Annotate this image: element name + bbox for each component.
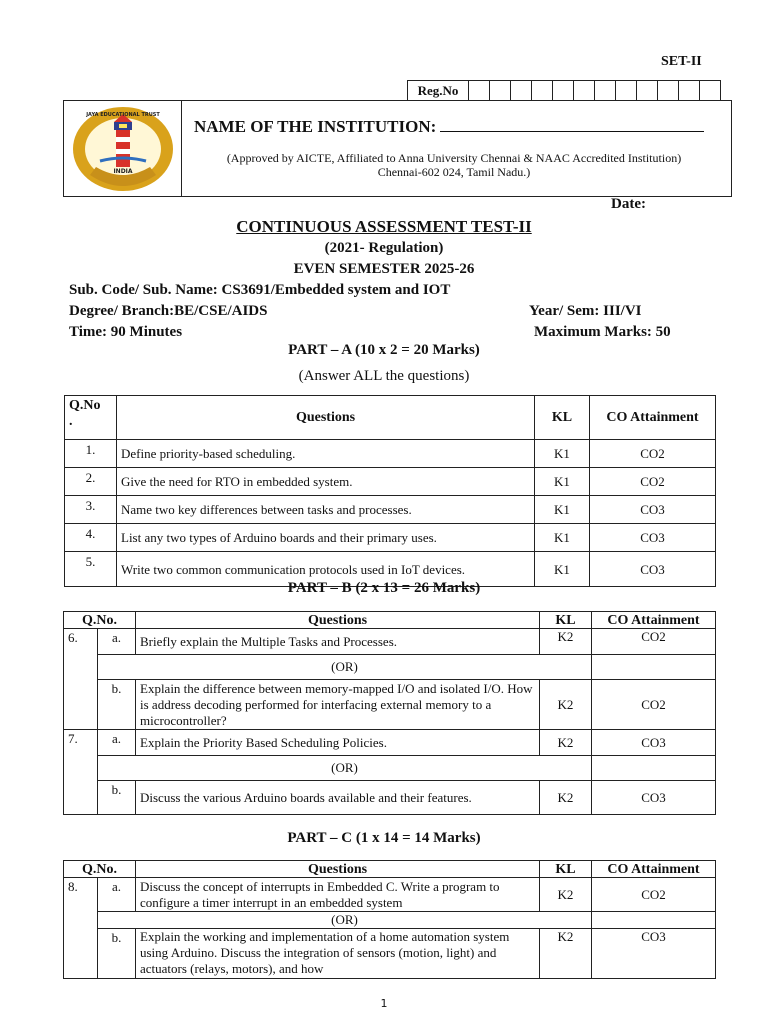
table-header-row	[64, 612, 716, 629]
regno-digit-box	[595, 80, 616, 101]
table-row	[64, 878, 716, 912]
institution-name	[194, 117, 704, 137]
part-a-instruction: (Answer ALL the questions)	[298, 368, 470, 384]
regno-digit-box	[469, 80, 490, 101]
question-text: List any two types of Arduino boards and their primary uses.	[117, 524, 535, 552]
table-row	[64, 781, 716, 815]
regno-digit-box	[658, 80, 679, 101]
co-attainment: CO2	[590, 468, 716, 496]
institution-name-blank	[440, 131, 704, 132]
approval-line-1: (Approved by AICTE, Affiliated to Anna University Chennai & NAAC Accredited Institution)	[226, 151, 682, 165]
question-text: Give the need for RTO in embedded system.	[117, 468, 535, 496]
sub-question-label: b.	[98, 781, 136, 815]
table-row	[64, 929, 716, 979]
institution-header	[63, 100, 732, 197]
empty-cell	[592, 756, 716, 781]
question-text: Name two key differences between tasks and processes.	[117, 496, 535, 524]
co-attainment: CO3	[592, 781, 716, 815]
exam-title: CONTINUOUS ASSESSMENT TEST-II	[236, 217, 532, 236]
or-label: (OR)	[98, 912, 592, 929]
approval-line-2: Chennai-602 024, Tamil Nadu.)	[377, 165, 531, 179]
regno-digit-box	[700, 80, 721, 101]
sub-question-label: b.	[98, 929, 136, 979]
empty-cell	[592, 655, 716, 680]
co-attainment: CO2	[592, 629, 716, 655]
knowledge-level: K1	[535, 524, 590, 552]
header-qno: Q.No.	[64, 612, 136, 629]
regno-digit-box	[637, 80, 658, 101]
date-label: Date:	[611, 196, 646, 212]
header-co: CO Attainment	[592, 612, 716, 629]
co-attainment: CO2	[590, 440, 716, 468]
header-kl: KL	[535, 396, 590, 440]
question-text: Write two common communication protocols used in IoT devices.	[117, 552, 535, 587]
part-c-table	[63, 860, 716, 979]
co-attainment: CO3	[592, 929, 716, 979]
co-attainment: CO3	[590, 496, 716, 524]
sub-question-label: a.	[98, 878, 136, 912]
question-number: 5.	[65, 552, 117, 587]
co-attainment: CO3	[590, 552, 716, 587]
co-attainment: CO2	[592, 878, 716, 912]
knowledge-level: K1	[535, 440, 590, 468]
set-label: SET-II	[661, 54, 702, 69]
knowledge-level: K2	[540, 929, 592, 979]
part-a-table	[64, 395, 716, 587]
exam-regulation: (2021- Regulation)	[324, 240, 444, 256]
question-text: Discuss the concept of interrupts in Embedded C. Write a program to configure a timer interrupt in an embedded system	[136, 878, 540, 912]
regno-digit-box	[490, 80, 511, 101]
table-row	[64, 629, 716, 655]
question-number: 1.	[65, 440, 117, 468]
institution-name-label: NAME OF THE INSTITUTION:	[194, 117, 437, 136]
regno-digit-box	[532, 80, 553, 101]
co-attainment: CO3	[590, 524, 716, 552]
logo-trust-name: JAYA EDUCATIONAL TRUST	[85, 111, 160, 118]
header-questions: Questions	[136, 861, 540, 878]
exam-semester: EVEN SEMESTER 2025-26	[293, 261, 475, 277]
table-row	[65, 468, 716, 496]
regno-digit-box	[616, 80, 637, 101]
header-co: CO Attainment	[592, 861, 716, 878]
part-a-title: PART – A (10 x 2 = 20 Marks)	[288, 342, 480, 358]
header-co: CO Attainment	[590, 396, 716, 440]
header-kl: KL	[540, 612, 592, 629]
co-attainment: CO3	[592, 730, 716, 756]
question-text: Explain the Priority Based Scheduling Policies.	[136, 730, 540, 756]
sub-question-label: a.	[98, 629, 136, 655]
question-number: 4.	[65, 524, 117, 552]
co-attainment: CO2	[592, 680, 716, 730]
or-label: (OR)	[98, 655, 592, 680]
question-number: 2.	[65, 468, 117, 496]
question-text: Discuss the various Arduino boards available and their features.	[136, 781, 540, 815]
question-number: 6.	[64, 629, 98, 730]
header-qno: Q.No.	[64, 861, 136, 878]
question-number: 8.	[64, 878, 98, 979]
page-number: 1	[380, 997, 388, 1010]
knowledge-level: K1	[535, 552, 590, 587]
part-b-title: PART – B (2 x 13 = 26 Marks)	[287, 580, 481, 596]
degree-info: Degree/ Branch:BE/CSE/AIDS	[69, 303, 268, 319]
question-text: Define priority-based scheduling.	[117, 440, 535, 468]
knowledge-level: K2	[540, 878, 592, 912]
regno-digit-box	[511, 80, 532, 101]
sub-question-label: b.	[98, 680, 136, 730]
part-c-title: PART – C (1 x 14 = 14 Marks)	[287, 830, 481, 846]
institution-logo	[64, 101, 182, 196]
table-row	[65, 524, 716, 552]
regno-boxes	[407, 80, 721, 101]
time-info: Time: 90 Minutes	[69, 324, 183, 340]
or-row	[64, 655, 716, 680]
empty-cell	[592, 912, 716, 929]
or-row	[64, 756, 716, 781]
table-row	[64, 680, 716, 730]
lighthouse-emblem-icon	[70, 105, 176, 193]
logo-center-text: INDIA	[112, 167, 133, 175]
year-sem-info: Year/ Sem: III/VI	[529, 303, 642, 319]
regno-digit-box	[553, 80, 574, 101]
header-qno: Q.No .	[65, 396, 117, 440]
knowledge-level: K2	[540, 680, 592, 730]
or-row	[64, 912, 716, 929]
table-row	[65, 440, 716, 468]
sub-question-label: a.	[98, 730, 136, 756]
knowledge-level: K2	[540, 730, 592, 756]
knowledge-level: K1	[535, 468, 590, 496]
regno-digit-box	[574, 80, 595, 101]
header-questions: Questions	[136, 612, 540, 629]
table-header-row	[64, 861, 716, 878]
header-kl: KL	[540, 861, 592, 878]
regno-label: Reg.No	[407, 80, 469, 101]
table-row	[65, 496, 716, 524]
question-text: Briefly explain the Multiple Tasks and Processes.	[136, 629, 540, 655]
knowledge-level: K1	[535, 496, 590, 524]
question-text: Explain the difference between memory-mapped I/O and isolated I/O. How is address decoding performed for interfacing external memory to a microcontroller?	[136, 680, 540, 730]
or-label: (OR)	[98, 756, 592, 781]
subject-info: Sub. Code/ Sub. Name: CS3691/Embedded system and IOT	[69, 282, 451, 298]
question-number: 7.	[64, 730, 98, 815]
header-questions: Questions	[117, 396, 535, 440]
knowledge-level: K2	[540, 781, 592, 815]
regno-digit-box	[679, 80, 700, 101]
question-text: Explain the working and implementation of a home automation system using Arduino. Discuss the integration of sensors (motion, light) and actuators (relays, motors), and how	[136, 929, 540, 979]
table-row	[64, 730, 716, 756]
max-marks-info: Maximum Marks: 50	[534, 324, 671, 340]
knowledge-level: K2	[540, 629, 592, 655]
question-number: 3.	[65, 496, 117, 524]
institution-approval	[194, 151, 714, 179]
table-header-row	[65, 396, 716, 440]
part-b-table	[63, 611, 716, 815]
